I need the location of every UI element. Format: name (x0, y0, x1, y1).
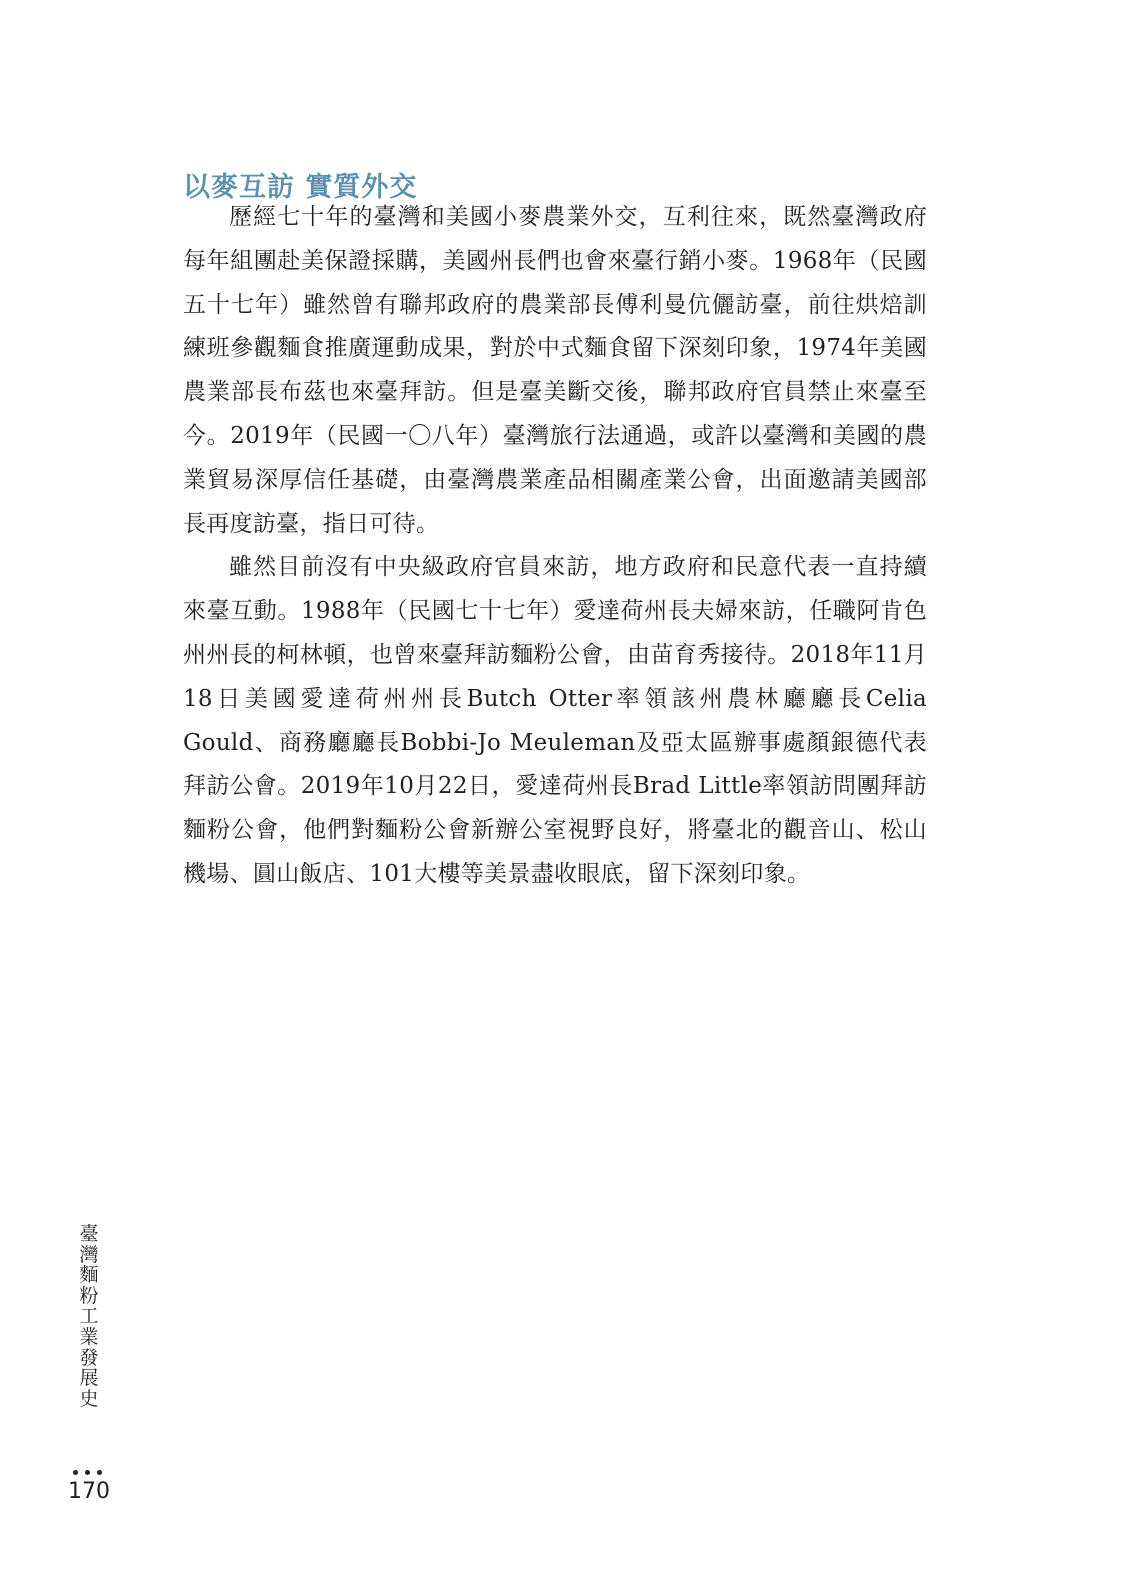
body-text (183, 196, 927, 897)
book-title-vertical: 臺 灣 麵 粉 工 業 發 展 史 (79, 1223, 99, 1410)
paragraph-1: 歷經七十年的臺灣和美國小麥農業外交，互利往來，既然臺灣政府每年組團赴美保證採購，美國州長們也會來臺行銷小麥。1968年（民國五十七年）雖然曾有聯邦政府的農業部長傅利曼伉儷訪臺，前往烘焙訓練班參觀麵食推廣運動成果，對於中式麵食留下深刻印象，1974年美國農業部長布茲也來臺拜訪。但是臺美斷交後，聯邦政府官員禁止來臺至今。2019年（民國一〇八年）臺灣旅行法通過，或許以臺灣和美國的農業貿易深厚信任基礎，由臺灣農業產品相關產業公會，出面邀請美國部長再度訪臺，指日可待。 (183, 204, 927, 537)
page-dots-ornament (70, 1470, 110, 1478)
section-title: 以麥互訪 實質外交 (183, 172, 418, 204)
paragraph-2: 雖然目前沒有中央級政府官員來訪，地方政府和民意代表一直持續來臺互動。1988年（民國七十七年）愛達荷州長夫婦來訪，任職阿肯色州州長的柯林頓，也曾來臺拜訪麵粉公會，由苗育秀接待。2018年11月18日美國愛達荷州州長Butch Otter率領該州農林廳廳長Celia Gould、商務廳廳長Bobbi-Jo Meuleman及亞太區辦事處顏銀德代表拜訪公會。2019年10月22日，愛達荷州長Brad Little率領訪問團拜訪麵粉公會，他們對麵粉公會新辦公室視野良好，將臺北的觀音山、松山機場、圓山飯店、101大樓等美景盡收眼底，留下深刻印象。 (183, 554, 927, 887)
page-number: 170 (68, 1479, 110, 1504)
